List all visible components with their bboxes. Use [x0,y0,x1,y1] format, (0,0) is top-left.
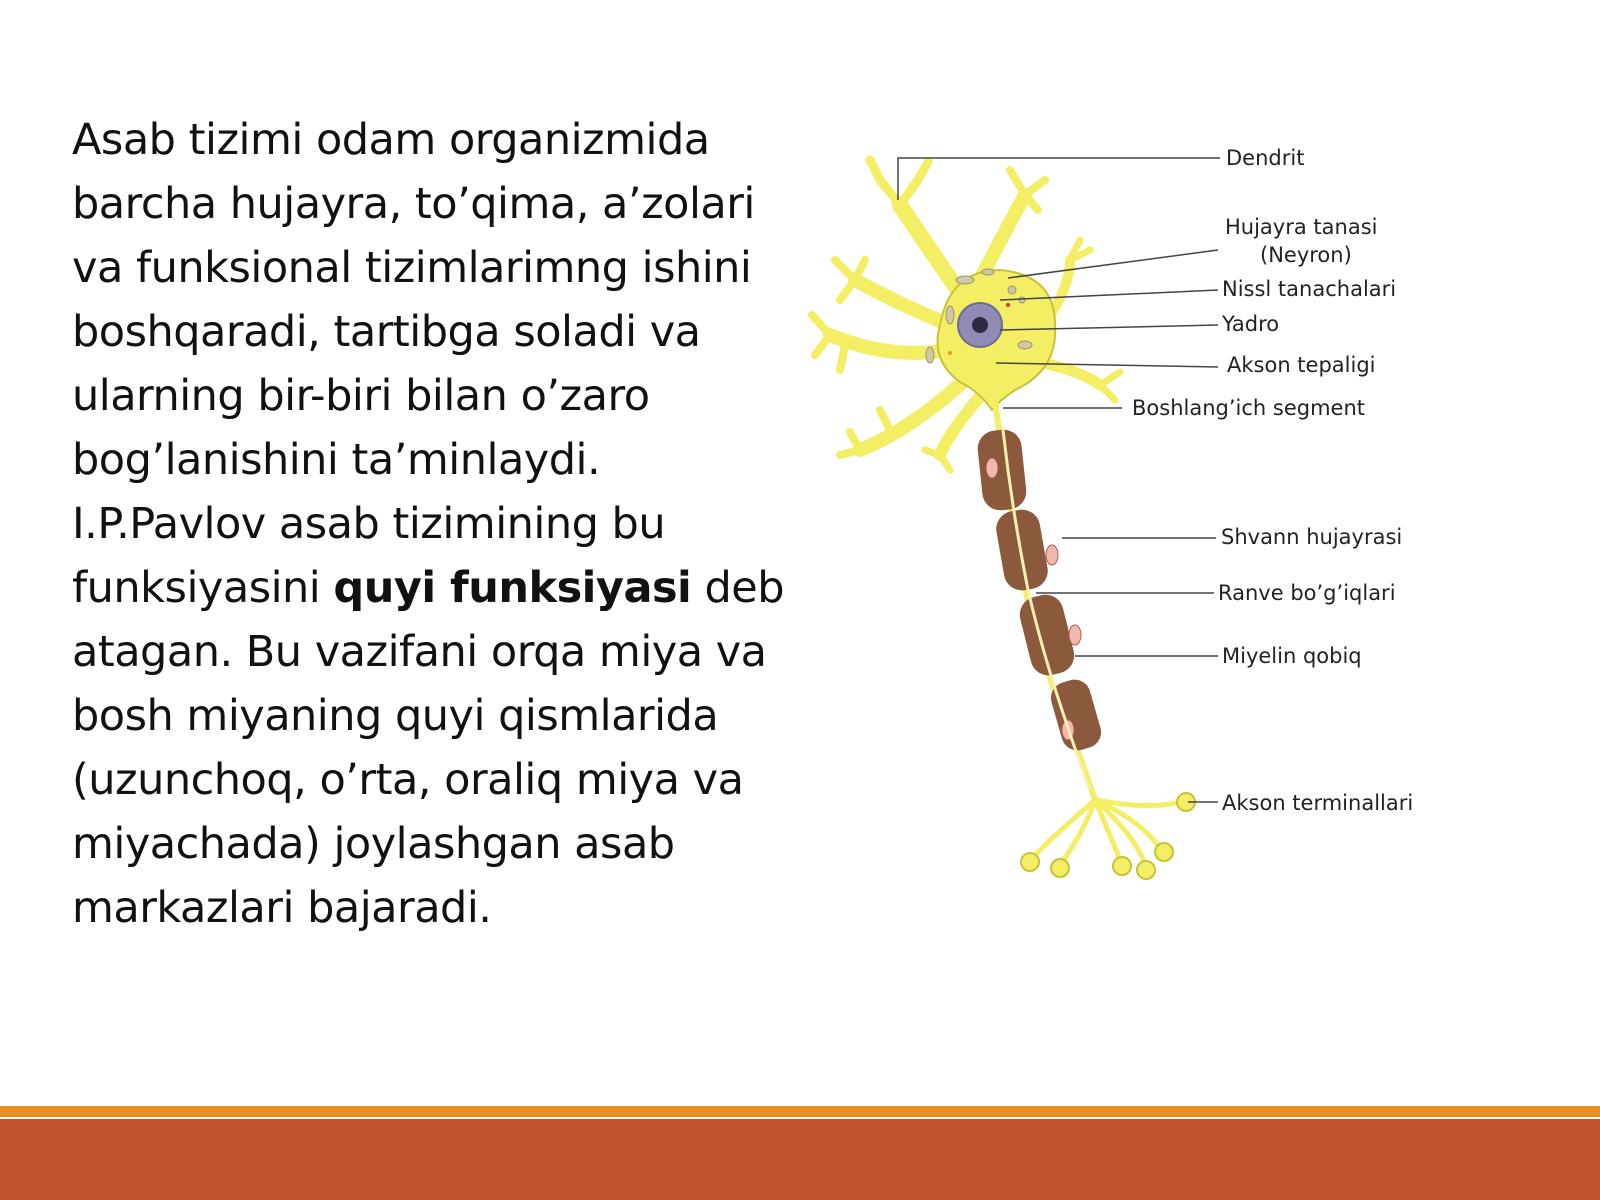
label-dendrite: Dendrit [1226,146,1305,170]
text-line: va funksional tizimlarimng ishini [72,243,752,293]
label-myelin-sheath: Miyelin qobiq [1222,644,1362,668]
label-cell-body-neuron: (Neyron) [1260,243,1352,267]
label-nucleus: Yadro [1222,312,1280,336]
text-line: barcha hujayra, to’qima, a’zolari [72,179,755,229]
text-line: (uzunchoq, o’rta, oraliq miya va [72,755,744,805]
neuron-diagram [800,110,1480,910]
text-line: boshqaradi, tartibga soladi va [72,307,701,357]
label-nissl: Nissl tanachalari [1222,277,1397,301]
label-initial-segment: Boshlang’ich segment [1132,396,1365,420]
footer-accent-line [0,1106,1600,1117]
text-line: bog’lanishini ta’minlaydi. [72,435,601,485]
neuron-illustration [812,160,1195,879]
label-axon-terminals: Akson terminallari [1222,791,1414,815]
nucleolus [972,317,988,333]
emphasis-term: quyi funksiyasi [333,563,692,613]
text-line: atagan. Bu vazifani orqa miya va [72,627,767,677]
footer-bar [0,1119,1600,1200]
diagram-labels [1132,146,1413,815]
text-line: ularning bir-biri bilan o’zaro [72,371,650,421]
label-ranvier-nodes: Ranve bo’g’iqlari [1218,581,1396,605]
label-axon-hillock: Akson tepaligi [1227,353,1376,377]
slide-body-text [72,108,792,940]
text-fragment: funksiyasini [72,563,334,613]
text-line: I.P.Pavlov asab tizimining bu [72,499,666,549]
text-line: markazlari bajaradi. [72,883,492,933]
text-line-with-emphasis [72,556,792,620]
text-line: bosh miyaning quyi qismlarida [72,691,719,741]
label-schwann-cell: Shvann hujayrasi [1221,525,1403,549]
text-line: miyachada) joylashgan asab [72,819,675,869]
nissl-dot [948,351,952,355]
nissl-dot [1006,303,1010,307]
text-line: Asab tizimi odam organizmida [72,115,710,165]
text-fragment: deb [691,563,785,613]
label-cell-body: Hujayra tanasi [1225,215,1378,239]
